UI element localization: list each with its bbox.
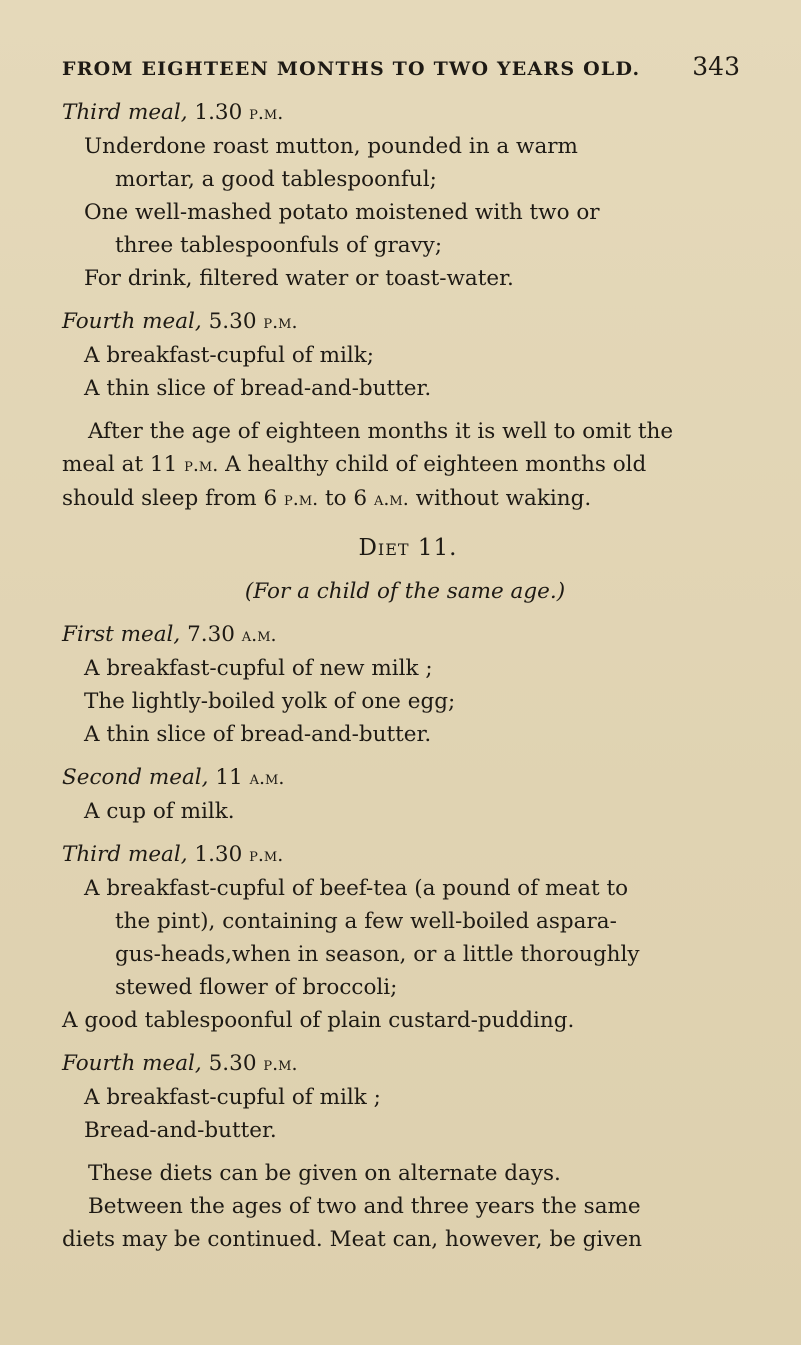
text-line: A thin slice of bread-and-butter.: [84, 376, 432, 401]
text-line: three tablespoonfuls of gravy;: [115, 233, 443, 258]
meal-heading-third: [62, 96, 748, 130]
text-line: A breakfast-cupful of beef-tea (a pound of meat to: [84, 876, 629, 901]
paragraph-line: meal at 11 p.m. A healthy child of eighteen months old: [62, 452, 647, 477]
paragraph-line: diets may be continued. Meat can, however, be given: [62, 1227, 643, 1252]
meal-label: Fourth meal,: [62, 309, 202, 334]
text-line: A breakfast-cupful of new milk ;: [84, 656, 433, 681]
text-line: A cup of milk.: [84, 799, 235, 824]
meal-heading-fourth: [62, 305, 748, 339]
meal-time: 1.30: [194, 100, 243, 125]
paragraph-line: These diets can be given on alternate days.: [88, 1161, 561, 1186]
text-line: stewed flower of broccoli;: [115, 975, 398, 1000]
page-number: 343: [692, 52, 740, 81]
running-header: [62, 52, 740, 81]
paragraph-line: After the age of eighteen months it is well to omit the: [88, 419, 674, 444]
text-line: A thin slice of bread-and-butter.: [84, 722, 432, 747]
text-line: the pint), containing a few well-boiled aspara-: [115, 909, 617, 934]
text-line: One well-mashed potato moistened with two or: [84, 200, 600, 225]
running-title: FROM EIGHTEEN MONTHS TO TWO YEARS OLD.: [62, 58, 641, 80]
meal-time-unit: p.m.: [263, 311, 298, 333]
meal-heading-first: First meal, 7.30 a.m.: [62, 622, 277, 647]
meal-heading-third-diet11: Third meal, 1.30 p.m.: [62, 842, 284, 867]
page-body: [62, 96, 748, 1256]
meal-time: 5.30: [208, 309, 257, 334]
paragraph-line: Between the ages of two and three years the same: [88, 1194, 641, 1219]
diet-heading: Diet 11.: [358, 535, 458, 561]
text-line: A breakfast-cupful of milk;: [84, 343, 374, 368]
paragraph-line: should sleep from 6 p.m. to 6 a.m. without waking.: [62, 486, 592, 511]
text-line: A breakfast-cupful of milk ;: [84, 1085, 381, 1110]
text-line: mortar, a good tablespoonful;: [115, 167, 437, 192]
meal-heading-fourth-diet11: Fourth meal, 5.30 p.m.: [62, 1051, 298, 1076]
text-line: A good tablespoonful of plain custard-pudding.: [62, 1008, 575, 1033]
meal-heading-second: Second meal, 11 a.m.: [62, 765, 285, 790]
text-line: Bread-and-butter.: [84, 1118, 277, 1143]
meal-label: Third meal,: [62, 100, 188, 125]
diet-subheading: (For a child of the same age.): [244, 579, 566, 604]
text-line: For drink, filtered water or toast-water.: [84, 266, 514, 291]
meal-time-unit: p.m.: [249, 102, 284, 124]
text-line: gus-heads,when in season, or a little thoroughly: [115, 942, 640, 967]
text-line: The lightly-boiled yolk of one egg;: [84, 689, 456, 714]
text-line: Underdone roast mutton, pounded in a warm: [84, 134, 578, 159]
